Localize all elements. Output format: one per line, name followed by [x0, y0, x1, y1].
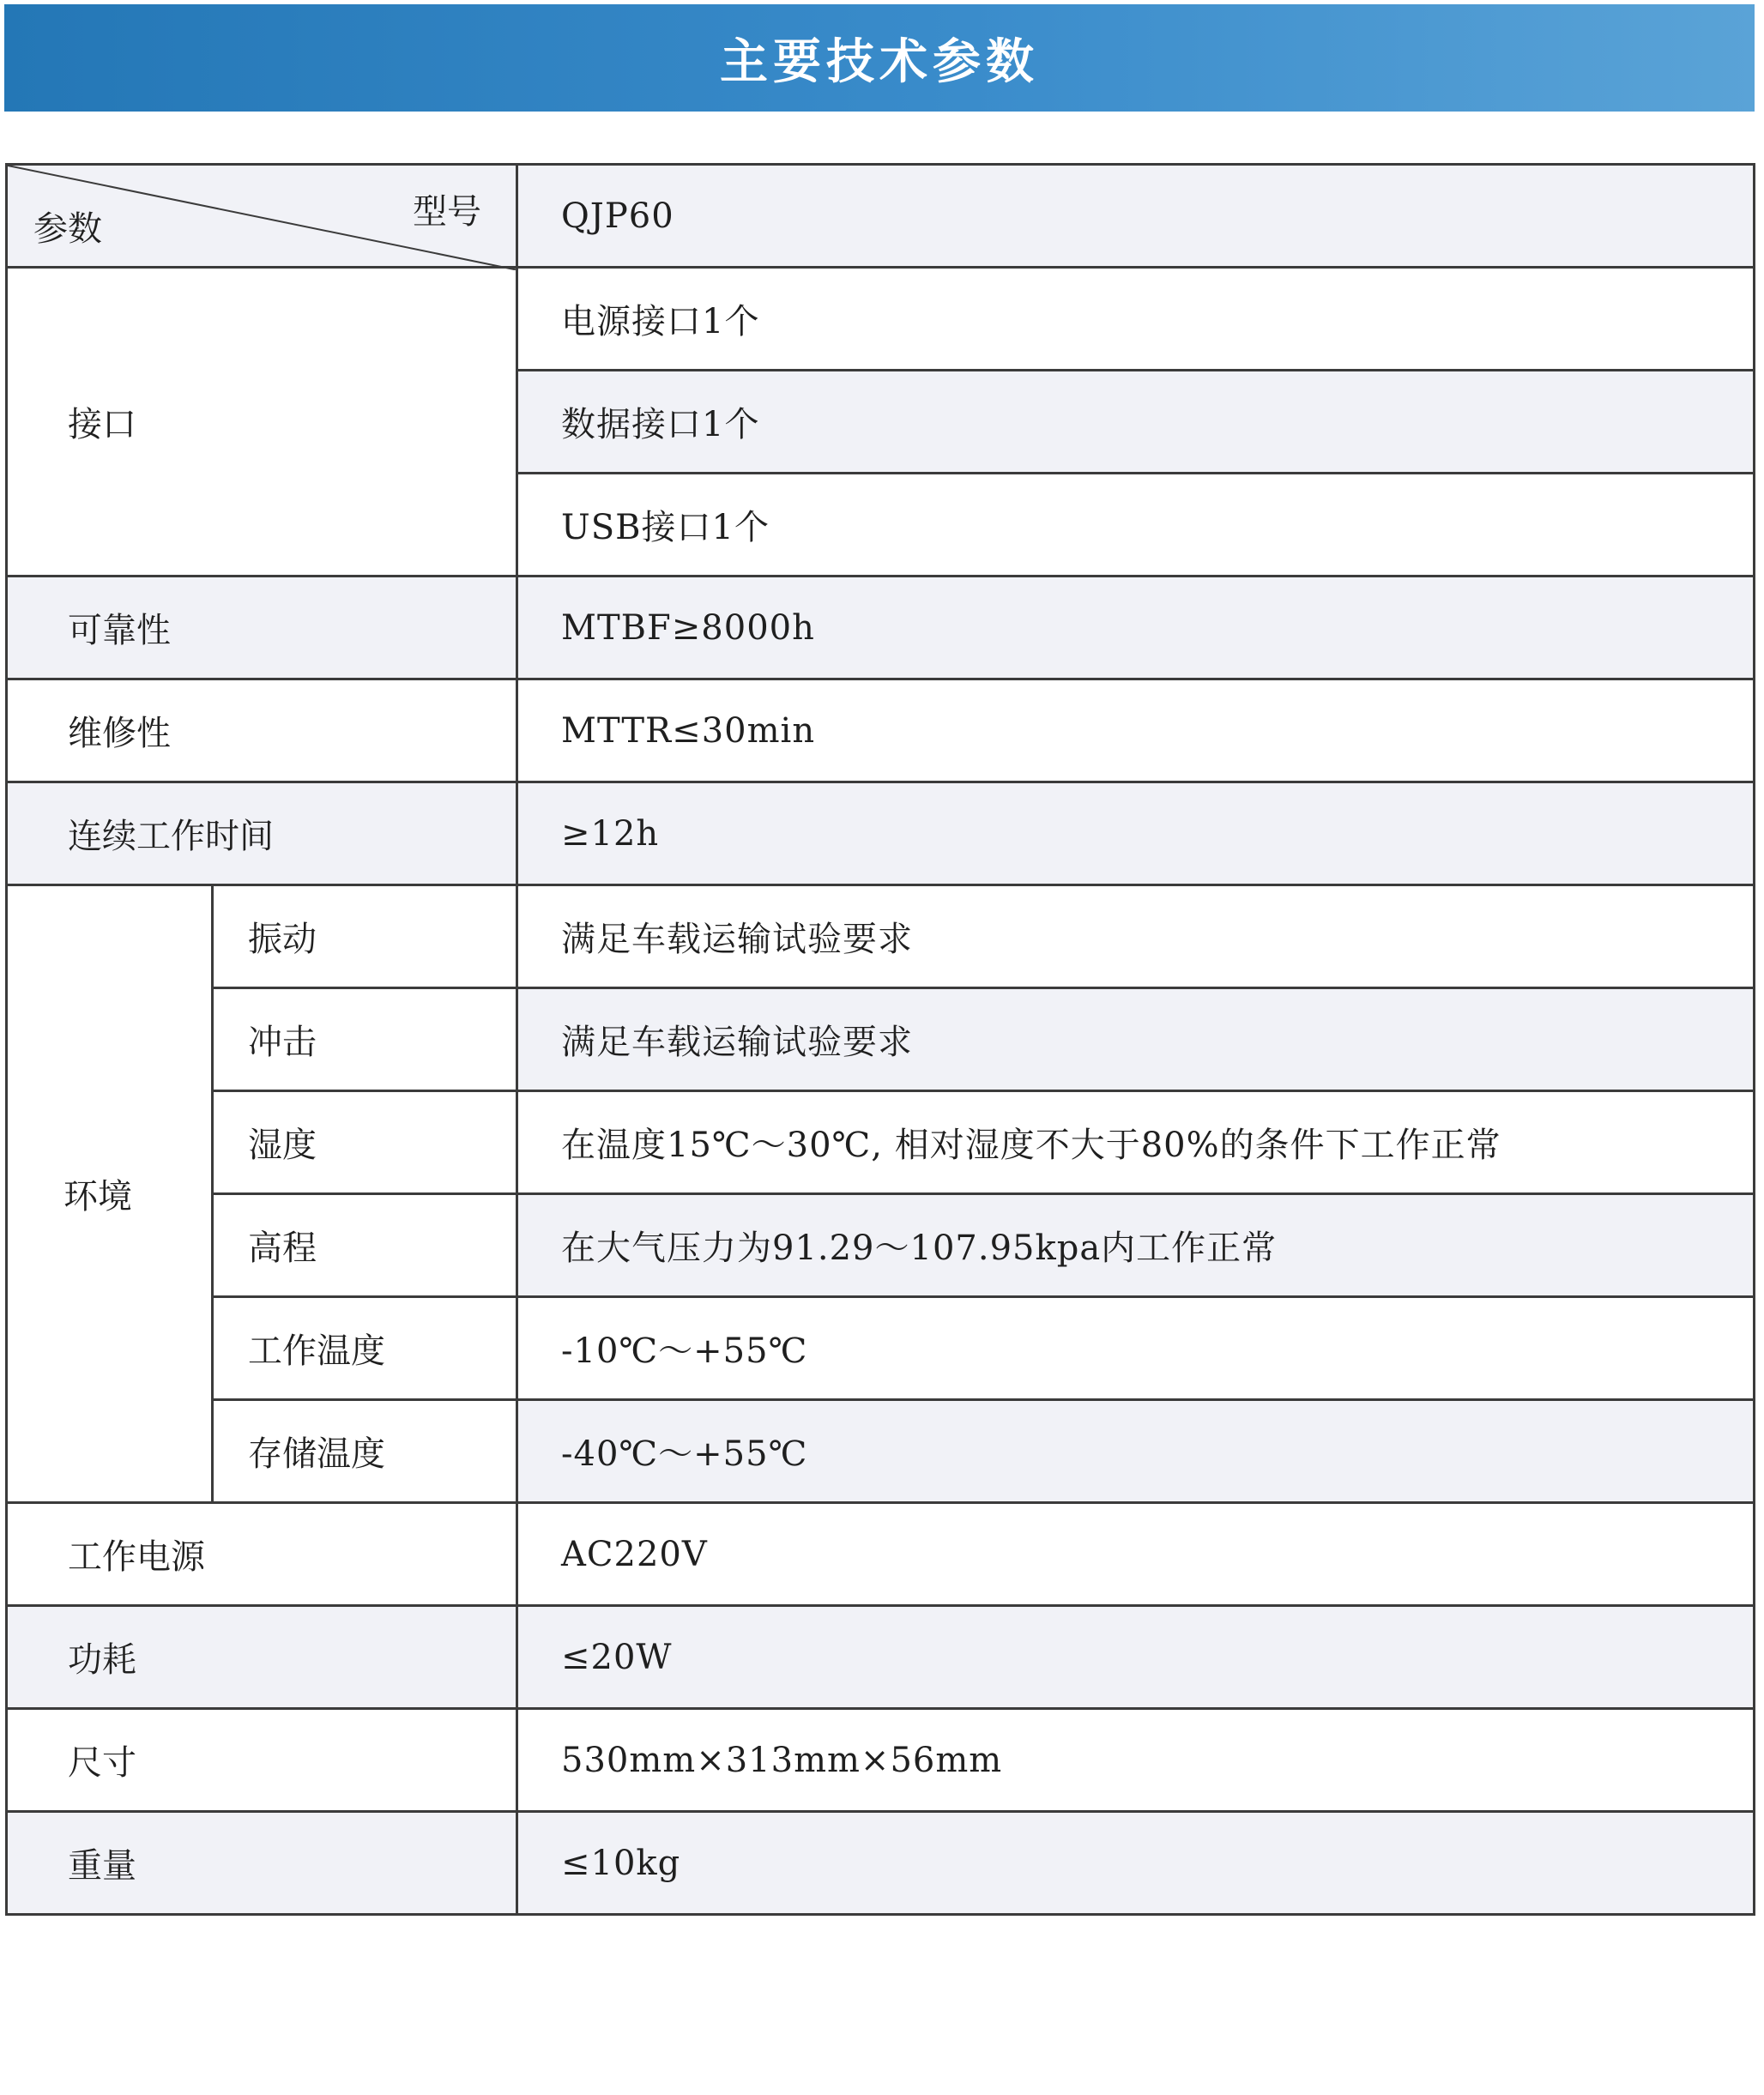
param-label-cell: 维修性	[7, 679, 517, 782]
model-label: 型号	[413, 192, 481, 232]
table-row	[7, 782, 1755, 885]
param-label-cell: 工作电源	[7, 1503, 517, 1606]
interface-value: 电源接口1个	[517, 268, 1755, 371]
interface-label: 接口	[7, 268, 517, 577]
env-sub-label: 高程	[213, 1194, 517, 1297]
value-cell: 530mm×313mm×56mm	[517, 1709, 1755, 1812]
page-title: 主要技术参数	[720, 33, 1039, 90]
table-row	[7, 885, 1755, 988]
env-sub-label: 冲击	[213, 988, 517, 1091]
table-row	[7, 268, 1755, 371]
env-sub-label: 存储温度	[213, 1400, 517, 1503]
value-cell: MTBF≥8000h	[517, 577, 1755, 679]
table-row	[7, 1194, 1755, 1297]
param-label-cell: 重量	[7, 1812, 517, 1915]
value-cell: ≥12h	[517, 782, 1755, 885]
param-label-cell: 功耗	[7, 1606, 517, 1709]
value-cell: -10℃～+55℃	[517, 1297, 1755, 1400]
value-cell: ≤10kg	[517, 1812, 1755, 1915]
interface-value: 数据接口1个	[517, 371, 1755, 474]
table-row	[7, 1709, 1755, 1812]
param-label: 参数	[33, 209, 102, 249]
param-label-cell: 连续工作时间	[7, 782, 517, 885]
value-cell: 在大气压力为91.29～107.95kpa内工作正常	[517, 1194, 1755, 1297]
table-row	[7, 1503, 1755, 1606]
value-cell: MTTR≤30min	[517, 679, 1755, 782]
title-banner	[4, 4, 1755, 112]
table-header-row	[7, 165, 1755, 268]
table-row	[7, 1606, 1755, 1709]
table-row	[7, 679, 1755, 782]
table-row	[7, 1297, 1755, 1400]
env-sub-label: 工作温度	[213, 1297, 517, 1400]
param-label-cell: 可靠性	[7, 577, 517, 679]
env-sub-label: 振动	[213, 885, 517, 988]
table-row	[7, 1091, 1755, 1194]
table-row	[7, 1812, 1755, 1915]
spec-table	[5, 163, 1755, 1916]
param-label-cell: 尺寸	[7, 1709, 517, 1812]
value-cell: 满足车载运输试验要求	[517, 988, 1755, 1091]
table-row	[7, 1400, 1755, 1503]
diagonal-header-cell	[7, 165, 517, 268]
value-cell: -40℃～+55℃	[517, 1400, 1755, 1503]
table-row	[7, 577, 1755, 679]
value-cell: 满足车载运输试验要求	[517, 885, 1755, 988]
value-cell: ≤20W	[517, 1606, 1755, 1709]
model-value: QJP60	[517, 165, 1755, 268]
value-cell: 在温度15℃～30℃, 相对湿度不大于80%的条件下工作正常	[517, 1091, 1755, 1194]
environment-label: 环境	[7, 885, 213, 1503]
table-row	[7, 988, 1755, 1091]
env-sub-label: 湿度	[213, 1091, 517, 1194]
interface-value: USB接口1个	[517, 474, 1755, 577]
value-cell: AC220V	[517, 1503, 1755, 1606]
